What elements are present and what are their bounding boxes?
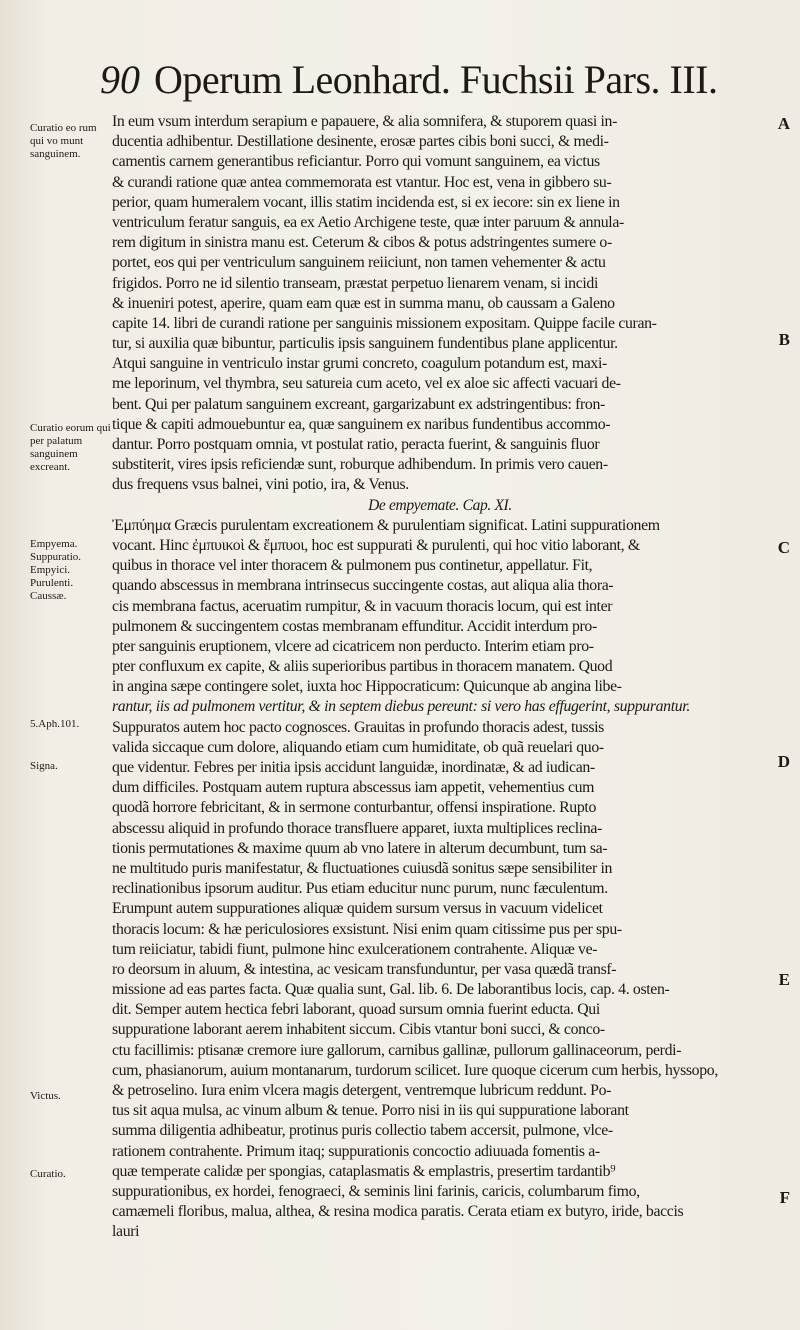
text-line: camentis carnem generantibus reficiantur. Porro qui vomunt sanguinem, ea victus (112, 153, 600, 171)
text-line: ro deorsum in aluum, & intestina, ac vesicam transfunduntur, per vasa quædã transf- (112, 960, 617, 978)
text-line: tum reiiciatur, tabidi fiunt, pulmone hinc exulcerationem contrahente. Aliquæ ve- (112, 940, 598, 958)
text-line: suppuratione laborant aerem inhabitent siccum. Cibis vtantur boni succi, & conco- (112, 1021, 605, 1039)
text-line: Ἐμπύημα Græcis purulentam excreationem & purulentiam significat. Latini suppurationem (112, 516, 660, 534)
section-letter-a: A (777, 114, 790, 133)
section-letter-f: F (779, 1188, 790, 1207)
text-line: dum difficiles. Postquam autem ruptura abscessus iam appetit, vehementius cum (112, 779, 595, 797)
text-line: & petroselino. Iura enim vlcera magis detergent, ventremque lubricum reddunt. Po- (112, 1082, 612, 1099)
margin-note-curatio-palatum: Curatio eorum qui per palatum sanguinem excreant. (30, 422, 111, 473)
text-line: frigidos. Porro ne id silentio transeam, præstat perpetuo lienarem venam, si incidi (112, 274, 598, 292)
margin-note-curatio-vomunt: Curatio eo rum qui vo munt sanguinem. (30, 122, 97, 160)
text-line: bent. Qui per palatum sanguinem excreant, gargarizabunt ex adstringentibus: fron- (112, 395, 605, 413)
section-letter-e: E (778, 970, 790, 989)
text-line: capite 14. libri de curandi ratione per sanguinis missionem expositam. Quippe facile curan- (112, 314, 657, 332)
text-line: tur, si auxilia quæ bibuntur, particulis ipsis sanguinem fundentibus plane applicentur. (112, 335, 618, 353)
text-line: in angina sæpe contingere solet, iuxta hoc Hippocraticum: Quicunque ab angina libe- (112, 678, 622, 696)
chapter-heading: De empyemate. Cap. XI. (368, 496, 512, 514)
text-line: missione ad eas partes facta. Quæ qualia sunt, Gal. lib. 6. De laborantibus locis, cap. 4. osten- (112, 981, 670, 999)
catchword (112, 1243, 768, 1263)
margin-note-aphorism: 5.Aph.101. (30, 718, 80, 730)
text-line: me leporinum, vel thymbra, seu satureia cum aceto, vel ex aloe sic affecti vacuari de- (112, 375, 621, 393)
text-line: & inueniri potest, aperire, quam eam quæ est in summa manu, ob caussam a Galeno (112, 294, 615, 312)
text-line: & curandi ratione quæ antea commemorata est vtantur. Hoc est, vena in gibbero su- (112, 173, 612, 191)
text-line: camæmeli floribus, malua, althea, & resina modica paratis. Cerata etiam ex butyro, iride, baccis (112, 1203, 684, 1221)
text-line: In eum vsum interdum serapium e papauere, & alia somnifera, & stuporem quasi in- (112, 113, 617, 130)
margin-note-signa: Signa. (30, 760, 58, 772)
text-line: pter sanguinis eruptionem, vlcere ad cicatricem non perducto. Interim etiam pro- (112, 637, 594, 655)
body-text (112, 112, 768, 1263)
text-line: reclinationibus ipsorum auditur. Pus etiam educitur nunc purum, nunc fæculentum. (112, 880, 608, 898)
margin-note-victus: Victus. (30, 1090, 61, 1102)
text-line: dantur. Porro postquam omnia, vt postulat ratio, peracta fuerint, & sanguinis fluor (112, 436, 600, 453)
text-line: pter confluxum ex capite, & aliis superioribus partibus in thoracem manatem. Quod (112, 658, 613, 676)
text-line: cum, phasianorum, auium montanarum, turdorum scilicet. Iure quoque cicerum cum herbis, hyssopo, (112, 1061, 718, 1079)
text-line: valida siccaque cum dolore, aliquando etiam cum humiditate, ob quã reuelari quo- (112, 738, 604, 756)
text-line: dus frequens vsus balnei, vini potio, ira, & Venus. (112, 476, 409, 494)
margin-note-curatio: Curatio. (30, 1168, 66, 1180)
text-line: ne multitudo puris manifestatur, & fluctuationes cuiusdã sonitus sæpe sensibiliter in (112, 859, 613, 877)
text-line: tique & capiti admouebuntur ea, quæ sanguinem ex naribus fundentibus accommo- (112, 415, 611, 433)
text-line: summa diligentia adhibeatur, protinus puris collectio tabem accersit, pulmone, vlce- (112, 1122, 613, 1140)
page-number: 90 (100, 57, 140, 102)
text-line: cis membrana factus, aceruatim rumpitur, & in vacuum thoracis locum, qui est inter (112, 597, 613, 615)
margin-note-empyema: Empyema. Suppuratio. Empyici. Purulenti. Caussæ. (30, 538, 82, 602)
text-line: rantur, iis ad pulmonem vertitur, & in septem diebus pereunt: si vero has effugerint, suppurantur. (112, 698, 690, 716)
text-line: Suppuratos autem hoc pacto cognosces. Grauitas in profundo thoracis adest, tussis (112, 718, 604, 736)
text-line: pulmonem & succingentem costas membranam effunditur. Accidit interdum pro- (112, 617, 597, 635)
text-line: vocant. Hinc ἐμπυικοὶ & ἔμπυοι, hoc est suppurati & purulenti, qui hoc vitio laborant, & (112, 536, 640, 554)
section-letter-c: C (777, 538, 790, 557)
text-line: substiterit, vires ipsis reficiendæ sunt, roburque adhibendum. In primis vero cauen- (112, 456, 608, 474)
text-line: Atqui sanguine in ventriculo instar grumi concreto, coagulum potandum est, maxi- (112, 355, 607, 373)
text-line: perior, quam humeralem vocant, illis statim incidenda est, si ex iecore: sin ex liene in (112, 193, 620, 211)
margin-notes (0, 0, 110, 1330)
text-line: quibus in thorace vel inter thoracem & pulmonem pus continetur, appellatur. Fit, (112, 557, 593, 575)
running-title: Operum Leonhard. Fuchsii Pars. III. (154, 57, 718, 102)
text-line: Erumpunt autem suppurationes aliquæ quidem sursum versus in vacuum videlicet (112, 900, 603, 918)
section-letter-d: D (777, 752, 790, 771)
text-line: quæ temperate calidæ per spongias, cataplasmatis & emplastris, presertim tardantib⁹ (112, 1162, 616, 1180)
text-line: tus sit aqua mulsa, ac vinum album & tenue. Porro nisi in iis qui suppuratione laborant (112, 1102, 629, 1120)
section-letter-b: B (778, 330, 790, 349)
text-line: dit. Semper autem hectica febri laborant, quoad sursum omnia fuerint educta. Qui (112, 1001, 600, 1019)
text-line: ctu facillimis: ptisanæ cremore iure gallorum, carnibus gallinæ, pullorum gallinaceorum, perdi- (112, 1041, 682, 1059)
text-line: lauri (112, 1223, 140, 1241)
text-line: ventriculum feratur sanguis, ea ex Aetio Archigene teste, quæ inter paruum & annula- (112, 213, 624, 231)
text-line: portet, eos qui per ventriculum sanguinem reiiciunt, non tamen vehementer & actu (112, 254, 606, 272)
text-line: suppurationibus, ex hordei, fenograeci, & seminis lini farinis, caricis, columbarum fimo, (112, 1182, 640, 1200)
text-line: quando abscessus in membrana intrinsecus succingente costas, aut aliqua alia thora- (112, 577, 614, 595)
page-header (100, 50, 770, 110)
text-line: rationem contrahente. Primum itaq; suppurationis concoctio adiuuada fomentis a- (112, 1142, 600, 1160)
text-line: ducentia adhibentur. Destillatione desinente, erosæ partes cibis boni succi, & medi- (112, 133, 609, 151)
text-line: que videntur. Febres per initia ipsis accidunt languidæ, inordinatæ, & ad iudican- (112, 759, 595, 776)
text-line: tionis permutationes & maxime quum ab vno latere in alterum decumbunt, tum sa- (112, 839, 608, 857)
text-line: quodã horrore febricitant, & in sermone conturbantur, offensi inspiratione. Rupto (112, 799, 596, 817)
text-line: rem digitum in sinistra manu est. Ceterum & cibos & potus adstringentes sumere o- (112, 234, 612, 252)
text-line: thoracis locum: & hæ periculosiores exsistunt. Nisi enim quam citissime pus per spu- (112, 920, 622, 938)
text-line: abscessu aliquid in profundo thorace transfluere apparet, iuxta multiplices reclina- (112, 819, 602, 837)
